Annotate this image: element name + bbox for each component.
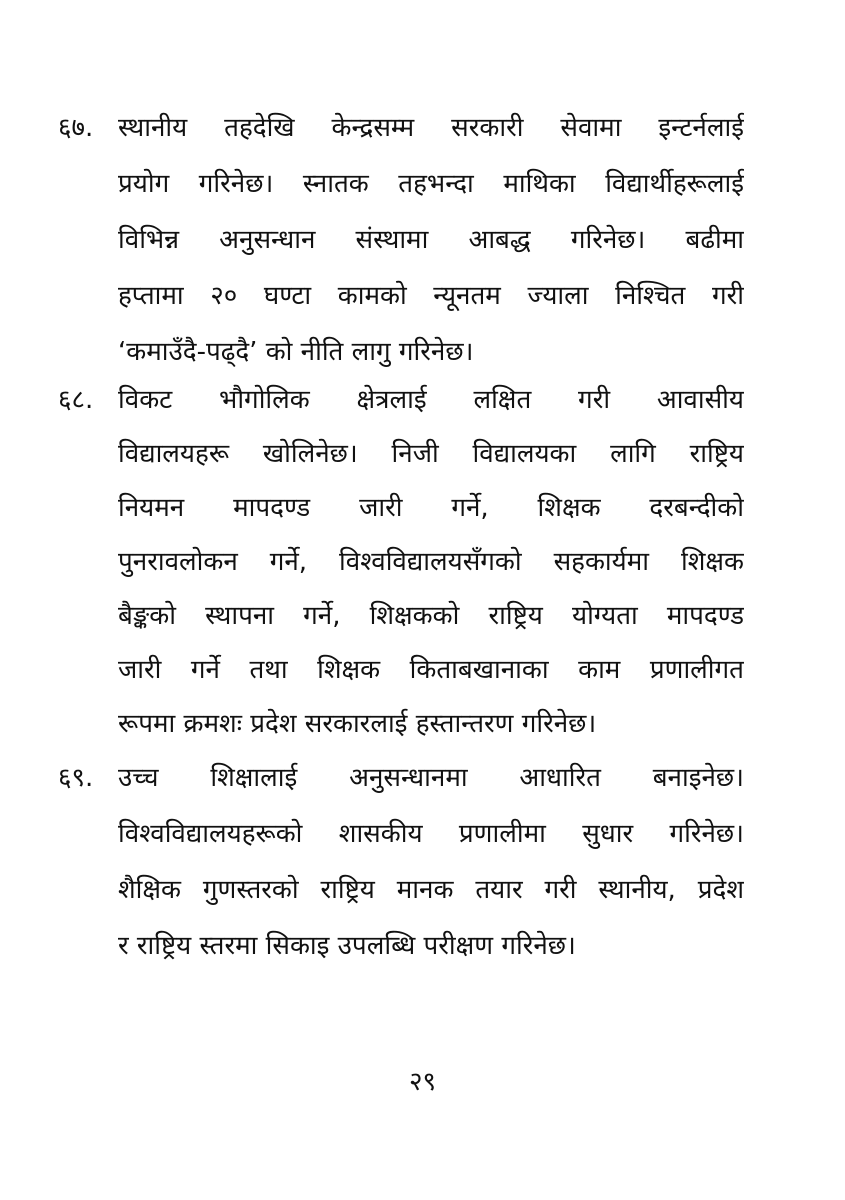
paragraph-line: रूपमा क्रमशः प्रदेश सरकारलाई हस्तान्तरण गरिनेछ। [118, 709, 597, 739]
paragraph-line: हप्तामा २० घण्टा कामको न्यूनतम ज्याला निश्चित गरी [118, 281, 744, 311]
paragraph-line: र राष्ट्रिय स्तरमा सिकाइ उपलब्धि परीक्षण गरिनेछ। [118, 931, 576, 961]
paragraph-line: जारी गर्ने तथा शिक्षक किताबखानाका काम प्रणालीगत [118, 655, 744, 685]
paragraph-line: नियमन मापदण्ड जारी गर्ने, शिक्षक दरबन्दीको [118, 493, 744, 523]
paragraph-line: विश्वविद्यालयहरूको शासकीय प्रणालीमा सुधार गरिनेछ। [118, 819, 744, 849]
paragraph-line: विकट भौगोलिक क्षेत्रलाई लक्षित गरी आवासीय [118, 385, 744, 415]
paragraph-line: बैङ्कको स्थापना गर्ने, शिक्षकको राष्ट्रिय योग्यता मापदण्ड [118, 601, 744, 631]
paragraph-line: विद्यालयहरू खोलिनेछ। निजी विद्यालयका लागि राष्ट्रिय [118, 439, 744, 469]
paragraph-line: ‘कमाउँदै-पढ्दै’ को नीति लागु गरिनेछ। [118, 337, 474, 367]
paragraph-line: उच्च शिक्षालाई अनुसन्धानमा आधारित बनाइनेछ। [118, 763, 744, 793]
paragraph-line: शैक्षिक गुणस्तरको राष्ट्रिय मानक तयार गरी स्थानीय, प्रदेश [118, 875, 744, 905]
paragraph-line: प्रयोग गरिनेछ। स्नातक तहभन्दा माथिका विद्यार्थीहरूलाई [118, 169, 744, 199]
paragraph-number: ६८. [58, 385, 94, 415]
page-number: २९ [408, 1067, 437, 1097]
paragraph-number: ६७. [58, 113, 94, 143]
paragraph-line: विभिन्न अनुसन्धान संस्थामा आबद्ध गरिनेछ। बढीमा [118, 225, 744, 255]
paragraph-line: स्थानीय तहदेखि केन्द्रसम्म सरकारी सेवामा इन्टर्नलाई [118, 113, 744, 143]
paragraph-line: पुनरावलोकन गर्ने, विश्वविद्यालयसँगको सहकार्यमा शिक्षक [118, 547, 744, 577]
paragraph-number: ६९. [58, 763, 94, 793]
